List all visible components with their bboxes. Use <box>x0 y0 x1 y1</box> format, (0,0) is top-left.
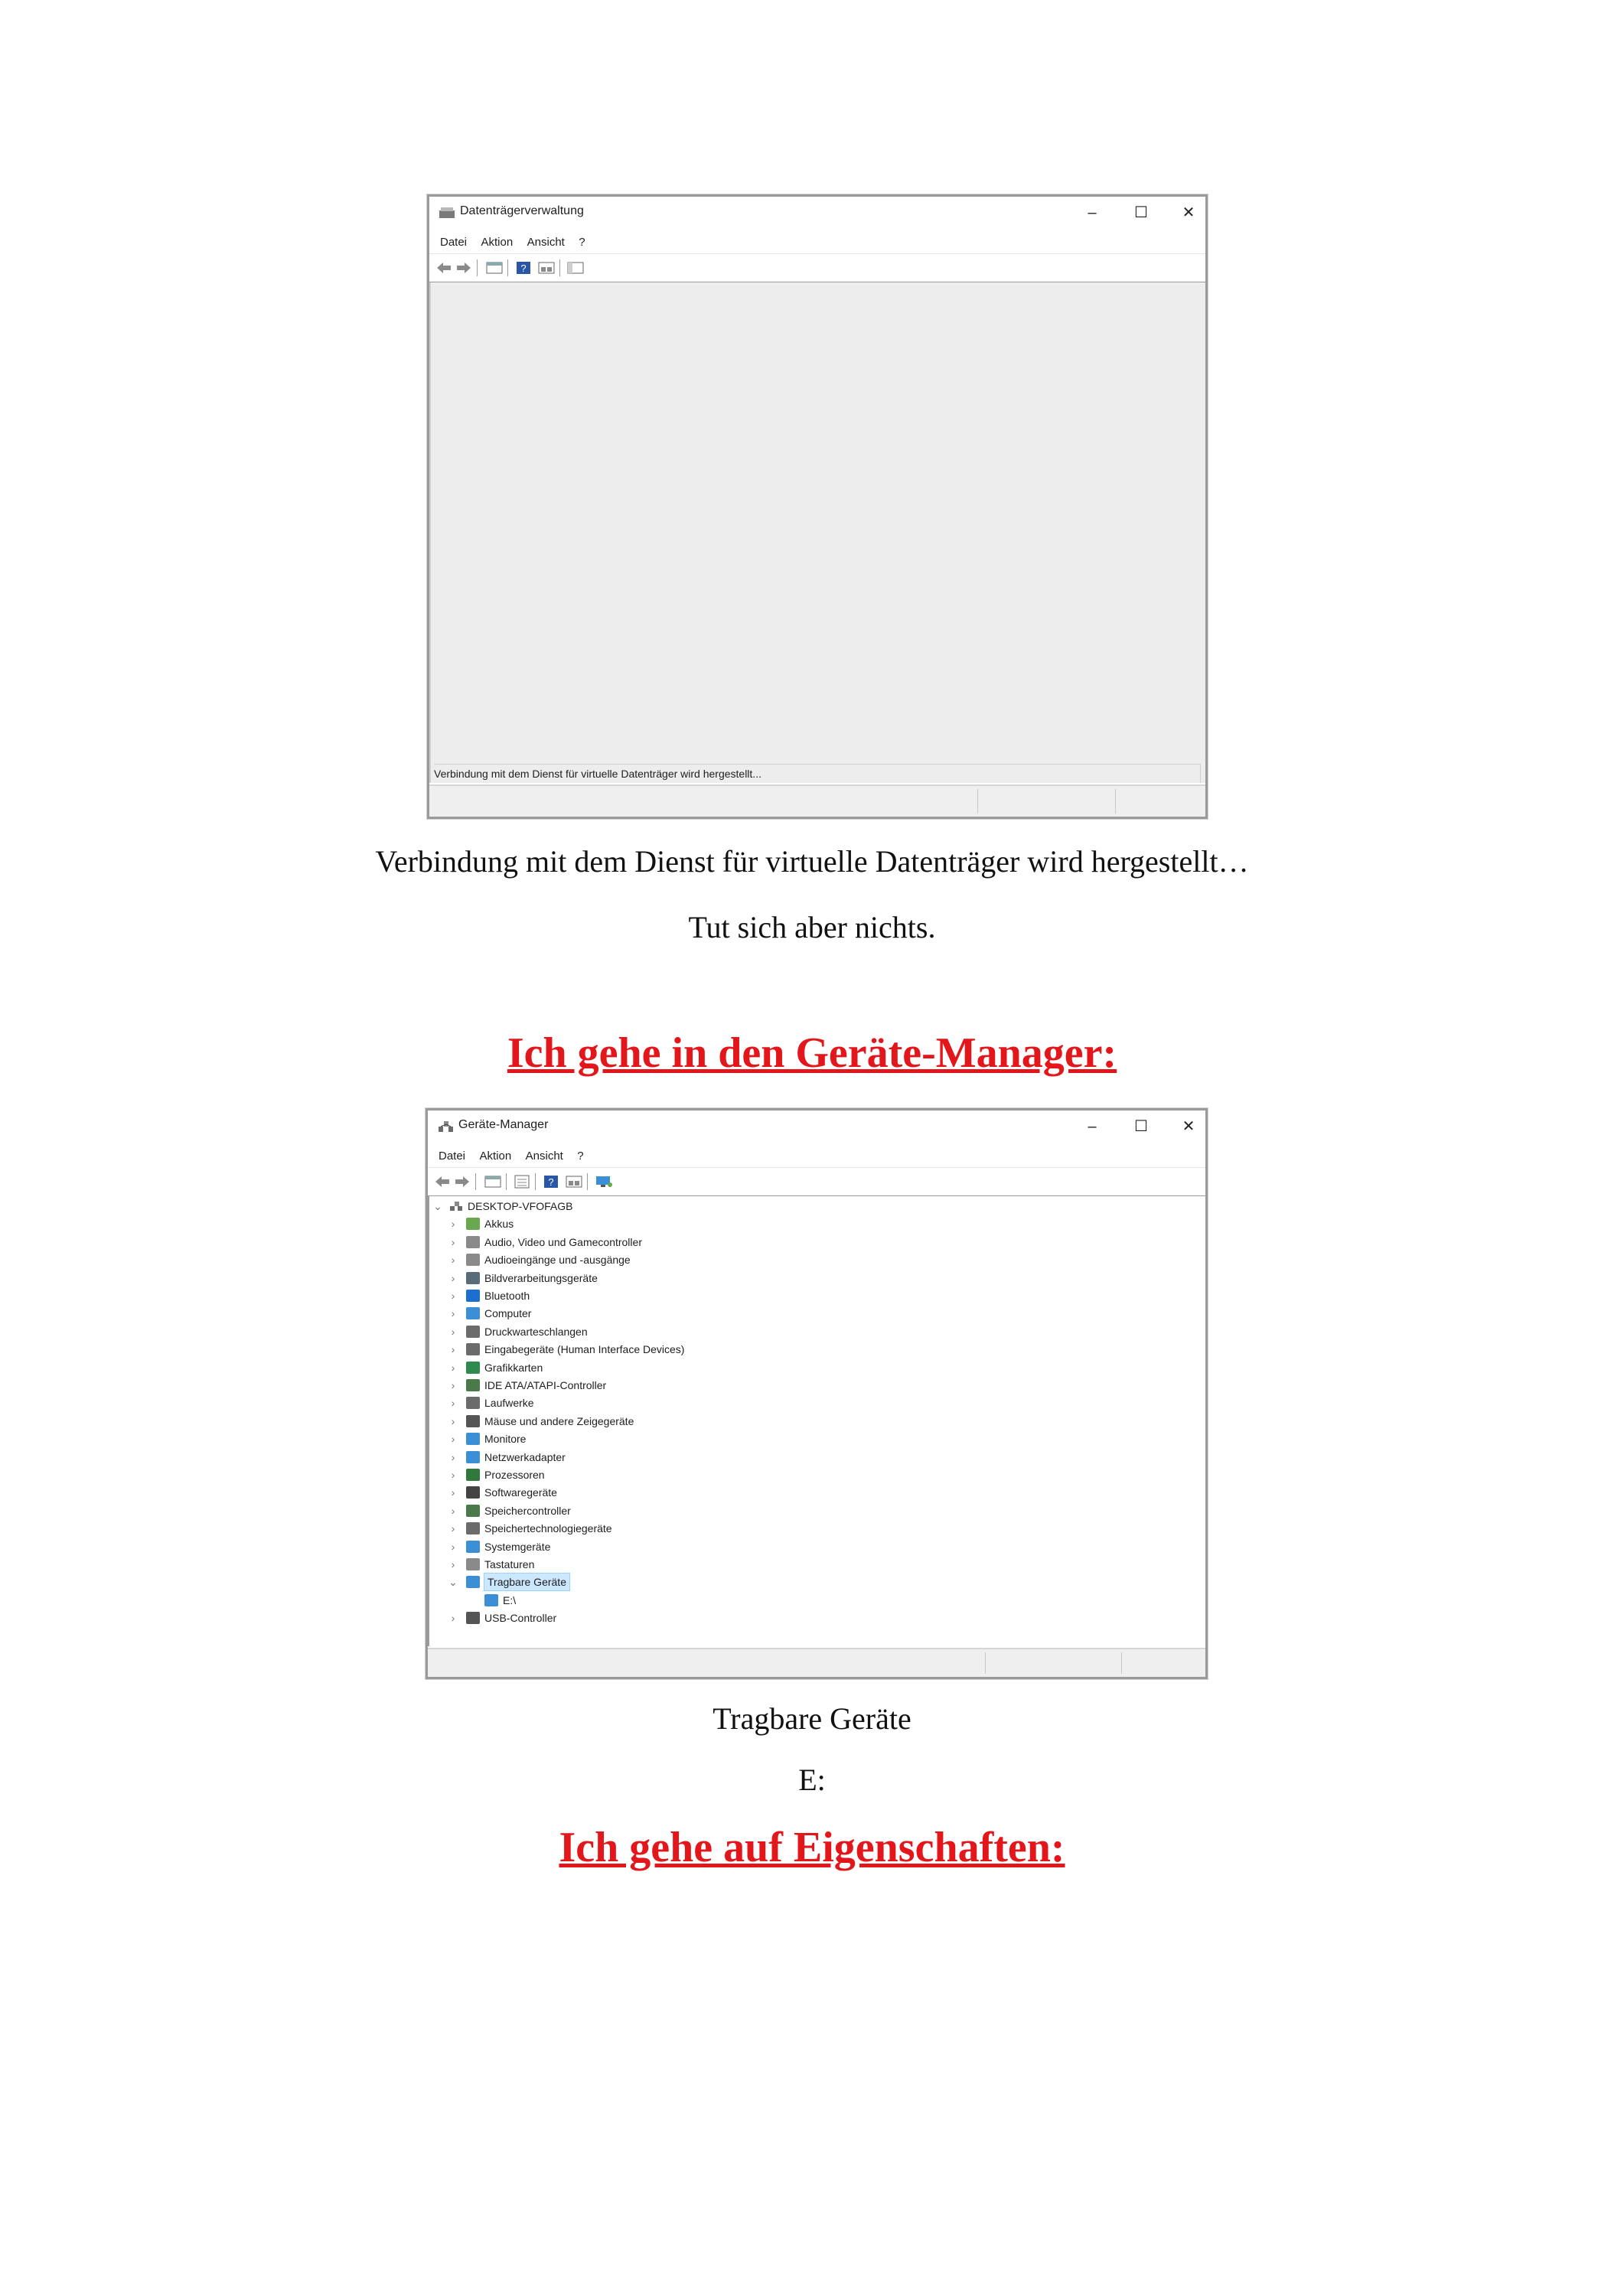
printer-icon <box>466 1326 480 1338</box>
details-icon[interactable] <box>514 1175 530 1189</box>
toolbar-separator <box>506 1173 507 1190</box>
window-title: Geräte-Manager <box>458 1118 549 1131</box>
view-icon[interactable] <box>566 1175 582 1189</box>
title-bar[interactable] <box>429 197 1205 230</box>
heading-properties: Ich gehe auf Eigenschaften: <box>559 1824 1065 1871</box>
toolbar-separator <box>559 259 560 276</box>
computer-root-icon <box>449 1200 463 1212</box>
chevron-right-icon[interactable]: › <box>451 1486 455 1499</box>
menu-bar <box>429 232 1205 253</box>
chevron-right-icon[interactable]: › <box>451 1361 455 1374</box>
menu-help[interactable]: ? <box>577 1150 584 1163</box>
hid-icon <box>466 1343 480 1355</box>
tree-item-label: Eingabegeräte (Human Interface Devices) <box>484 1343 685 1356</box>
tree-item-label: Softwaregeräte <box>484 1486 557 1499</box>
chevron-right-icon[interactable]: › <box>451 1540 455 1553</box>
chevron-right-icon[interactable]: › <box>451 1450 455 1463</box>
properties-icon[interactable] <box>486 261 503 275</box>
help-icon[interactable] <box>515 261 532 275</box>
chevron-right-icon[interactable]: › <box>451 1271 455 1284</box>
chevron-down-icon[interactable]: ⌄ <box>433 1200 442 1212</box>
tree-item-label: Computer <box>484 1307 532 1320</box>
menu-aktion[interactable]: Aktion <box>481 236 514 249</box>
tree-item-label: Monitore <box>484 1433 527 1446</box>
chevron-right-icon[interactable]: › <box>451 1469 455 1481</box>
maximize-button[interactable]: ☐ <box>1134 1118 1148 1135</box>
menu-datei[interactable]: Datei <box>440 236 468 249</box>
toolbar <box>428 1167 1205 1197</box>
display-adapter-icon <box>466 1362 480 1374</box>
tree-item-label: Audio, Video und Gamecontroller <box>484 1235 642 1248</box>
window-title: Datenträgerverwaltung <box>460 204 584 217</box>
properties-icon[interactable] <box>484 1175 501 1189</box>
tree-item-label: Speichertechnologiegeräte <box>484 1522 612 1535</box>
scan-hardware-icon[interactable] <box>595 1175 613 1189</box>
svg-text:?: ? <box>548 1176 554 1188</box>
chevron-right-icon[interactable]: › <box>451 1343 455 1356</box>
toolbar-separator <box>535 1173 536 1190</box>
device-manager-icon <box>437 1120 454 1133</box>
chevron-right-icon[interactable]: › <box>451 1254 455 1267</box>
storage-controller-icon <box>466 1505 480 1517</box>
tree-item-label: Audioeingänge und -ausgänge <box>484 1254 631 1267</box>
drive-icon <box>466 1397 480 1409</box>
network-adapter-icon <box>466 1451 480 1463</box>
maximize-button[interactable]: ☐ <box>1134 204 1148 221</box>
chevron-right-icon[interactable]: › <box>451 1218 455 1231</box>
console-icon[interactable] <box>567 261 584 275</box>
tree-item-label: Prozessoren <box>484 1469 545 1481</box>
system-device-icon <box>466 1541 480 1553</box>
status-bar-divider <box>977 789 978 814</box>
content-area <box>429 282 1205 783</box>
menu-ansicht[interactable]: Ansicht <box>525 1150 563 1163</box>
chevron-right-icon[interactable]: › <box>451 1397 455 1410</box>
tree-item-label: Tragbare Geräte <box>484 1574 569 1590</box>
close-button[interactable]: ✕ <box>1182 1118 1195 1135</box>
disk-management-window <box>427 194 1208 819</box>
menu-ansicht[interactable]: Ansicht <box>527 236 565 249</box>
usb-icon <box>466 1612 480 1624</box>
back-arrow-icon[interactable] <box>434 1175 451 1189</box>
software-device-icon <box>466 1486 480 1499</box>
chevron-right-icon[interactable]: › <box>451 1414 455 1427</box>
chevron-right-icon[interactable]: › <box>451 1522 455 1535</box>
view-icon[interactable] <box>538 261 555 275</box>
chevron-right-icon[interactable]: › <box>451 1290 455 1302</box>
forward-arrow-icon[interactable] <box>454 1175 471 1189</box>
mouse-icon <box>466 1415 480 1427</box>
toolbar-separator <box>587 1173 588 1190</box>
status-bar-divider <box>985 1652 986 1674</box>
device-manager-window <box>426 1108 1208 1679</box>
menu-aktion[interactable]: Aktion <box>479 1150 512 1163</box>
tree-item-label: Systemgeräte <box>484 1540 551 1553</box>
chevron-right-icon[interactable]: › <box>451 1612 455 1625</box>
bluetooth-icon <box>466 1290 480 1302</box>
help-icon[interactable] <box>543 1175 559 1189</box>
chevron-right-icon[interactable]: › <box>451 1325 455 1338</box>
portable-drive-icon <box>484 1594 498 1606</box>
menu-bar <box>428 1146 1205 1167</box>
tree-item-label: Laufwerke <box>484 1397 534 1410</box>
forward-arrow-icon[interactable] <box>455 261 472 275</box>
chevron-right-icon[interactable]: › <box>451 1558 455 1570</box>
minimize-button[interactable]: – <box>1088 1118 1097 1135</box>
computer-icon <box>466 1307 480 1319</box>
tree-item-label: Grafikkarten <box>484 1361 543 1374</box>
caption-nothing-happens: Tut sich aber nichts. <box>688 910 936 944</box>
tree-item-label: Tastaturen <box>484 1558 535 1570</box>
caption-drive-letter: E: <box>798 1763 826 1797</box>
chevron-right-icon[interactable]: › <box>451 1379 455 1391</box>
tree-item-label: Netzwerkadapter <box>484 1450 566 1463</box>
tree-item-label: Bluetooth <box>484 1290 530 1302</box>
portable-device-icon <box>466 1576 480 1588</box>
svg-text:?: ? <box>520 263 527 274</box>
monitor-icon <box>466 1433 480 1445</box>
close-button[interactable]: ✕ <box>1182 204 1195 221</box>
tree-item-label: Bildverarbeitungsgeräte <box>484 1271 598 1284</box>
chevron-down-icon[interactable]: ⌄ <box>448 1576 458 1589</box>
chevron-right-icon[interactable]: › <box>451 1433 455 1446</box>
processor-icon <box>466 1469 480 1481</box>
audio-io-icon <box>466 1254 480 1266</box>
chevron-right-icon[interactable]: › <box>451 1235 455 1248</box>
heading-device-manager: Ich gehe in den Geräte-Manager: <box>507 1029 1117 1077</box>
device-tree <box>428 1196 1205 1646</box>
memory-tech-icon <box>466 1522 480 1534</box>
tree-item-label: Akkus <box>484 1218 514 1231</box>
title-bar[interactable] <box>428 1110 1205 1144</box>
toolbar <box>429 253 1205 283</box>
caption-portable-devices: Tragbare Geräte <box>713 1701 911 1736</box>
ide-controller-icon <box>466 1379 480 1391</box>
disk-management-icon <box>439 206 455 220</box>
speaker-icon <box>466 1236 480 1248</box>
toolbar-separator <box>507 259 508 276</box>
status-bar-divider <box>1115 789 1116 814</box>
tree-item-label: Druckwarteschlangen <box>484 1325 588 1338</box>
tree-item-label: Mäuse und andere Zeigegeräte <box>484 1414 634 1427</box>
menu-datei[interactable]: Datei <box>439 1150 466 1163</box>
root-label: DESKTOP-VFOFAGB <box>468 1200 573 1212</box>
tree-item-label: IDE ATA/ATAPI-Controller <box>484 1379 607 1391</box>
toolbar-separator <box>475 1173 476 1190</box>
menu-help[interactable]: ? <box>579 236 585 249</box>
status-bar-divider <box>1121 1652 1122 1674</box>
tree-item-label: Speichercontroller <box>484 1504 571 1517</box>
caption-connecting: Verbindung mit dem Dienst für virtuelle Datenträger wird hergestellt… <box>375 844 1249 879</box>
minimize-button[interactable]: – <box>1088 204 1097 221</box>
status-bar <box>428 1648 1205 1677</box>
tree-item-label: E:\ <box>503 1593 517 1606</box>
chevron-right-icon[interactable]: › <box>451 1307 455 1320</box>
toolbar-separator <box>477 259 478 276</box>
keyboard-icon <box>466 1558 480 1570</box>
chevron-right-icon[interactable]: › <box>451 1504 455 1517</box>
camera-icon <box>466 1272 480 1284</box>
back-arrow-icon[interactable] <box>435 261 452 275</box>
connection-status-text: Verbindung mit dem Dienst für virtuelle Datenträger wird hergestellt... <box>434 764 1201 783</box>
status-bar <box>429 784 1205 817</box>
battery-icon <box>466 1218 480 1230</box>
tree-item-label: USB-Controller <box>484 1612 557 1625</box>
